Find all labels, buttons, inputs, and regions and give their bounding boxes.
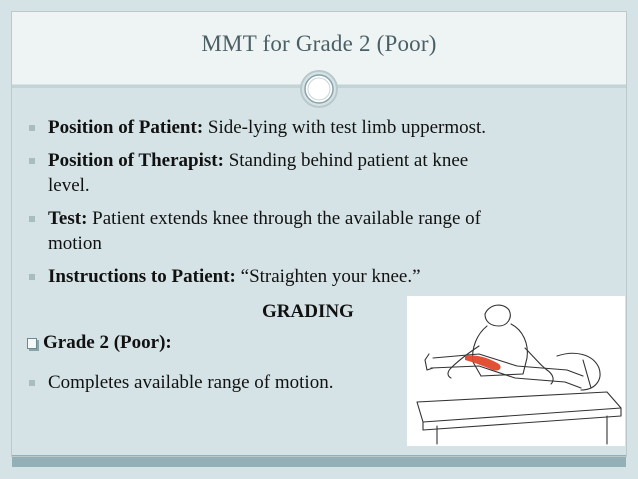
bullet-marker-icon	[29, 216, 35, 222]
bullet-text: Patient extends knee through the available range of	[87, 208, 482, 229]
bullet-label: Test:	[48, 208, 88, 229]
bullet-marker-icon	[29, 380, 35, 386]
grade-label	[43, 331, 172, 355]
bullet-continuation: motion	[48, 233, 102, 254]
bullet-continuation: level.	[48, 175, 90, 196]
bullet-text: Standing behind patient at knee	[223, 150, 469, 171]
knee-extension-sidelying-illustration-icon	[407, 296, 625, 446]
bullet-label: Instructions to Patient:	[48, 266, 236, 287]
bullet-label: Position of Therapist:	[48, 150, 224, 171]
bullet-marker-icon	[29, 274, 35, 280]
bullet-marker-icon	[29, 125, 35, 131]
bullet-label: Position of Patient:	[48, 117, 204, 138]
bullet-instructions	[48, 265, 421, 289]
grading-heading: GRADING	[262, 301, 354, 322]
bullet-marker-icon	[29, 158, 35, 164]
checkbox-bullet-icon	[27, 338, 37, 349]
bullet-text: “Straighten your knee.”	[235, 266, 421, 287]
bullet-position-of-therapist	[48, 149, 468, 173]
bullet-text: Side-lying with test limb uppermost.	[203, 117, 487, 138]
footer-accent-band	[12, 455, 626, 467]
bullet-test	[48, 207, 481, 231]
slide-title: MMT for Grade 2 (Poor)	[201, 31, 437, 56]
grade-label-text: Grade 2 (Poor):	[43, 332, 172, 353]
bullet-position-of-patient	[48, 116, 486, 140]
grade-detail: Completes available range of motion.	[48, 372, 334, 393]
